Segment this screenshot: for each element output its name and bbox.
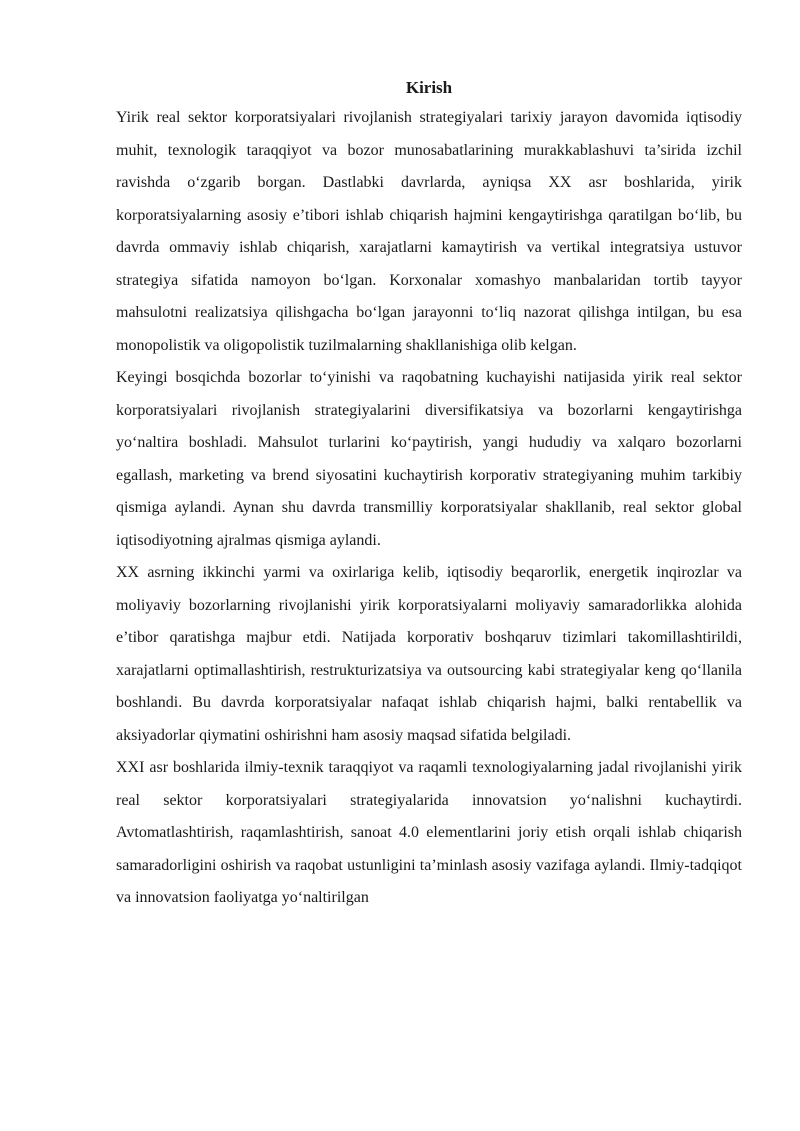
paragraph-1: Yirik real sektor korporatsiyalari rivojlanish strategiyalari tarixiy jarayon davomida iqtisodiy muhit, texnologik taraqqiyot va bozor munosabatlarining murakkablashuvi ta’sirida izchil ravishda o‘zgarib borgan. Dastlabki davrlarda, ayniqsa XX asr boshlarida, yirik korporatsiyalarning asosiy e’tibori ishlab chiqarish hajmini kengaytirishga qaratilgan bo‘lib, bu davrda ommaviy ishlab chiqarish, xarajatlarni kamaytirish va vertikal integratsiya ustuvor strategiya sifatida namoyon bo‘lgan. Korxonalar xomashyo manbalaridan tortib tayyor mahsulotni realizatsiya qilishgacha bo‘lgan jarayonni to‘liq nazorat qilishga intilgan, bu esa monopolistik va oligopolistik tuzilmalarning shakllanishiga olib kelgan.: [116, 109, 742, 354]
paragraph-2: Keyingi bosqichda bozorlar to‘yinishi va raqobatning kuchayishi natijasida yirik real sektor korporatsiyalari rivojlanish strategiyalarini diversifikatsiya va bozorlarni kengaytirishga yo‘naltira boshladi. Mahsulot turlarini ko‘paytirish, yangi hududiy va xalqaro bozorlarni egallash, marketing va brend siyosatini kuchaytirish korporativ strategiyaning muhim tarkibiy qismiga aylandi. Aynan shu davrda transmilliy korporatsiyalar shakllanib, real sektor global iqtisodiyotning ajralmas qismiga aylandi.: [116, 369, 742, 549]
page-title: Kirish: [405, 78, 453, 97]
paragraph-3: XX asrning ikkinchi yarmi va oxirlariga kelib, iqtisodiy beqarorlik, energetik inqirozlar va moliyaviy bozorlarning rivojlanishi yirik korporatsiyalarni moliyaviy samaradorlikka alohida e’tibor qaratishga majbur etdi. Natijada korporativ boshqaruv tizimlari takomillashtirildi, xarajatlarni optimallashtirish, restrukturizatsiya va outsourcing kabi strategiyalar keng qo‘llanila boshlandi. Bu davrda korporatsiyalar nafaqat ishlab chiqarish hajmi, balki rentabellik va aksiyadorlar qiymatini oshirishni ham asosiy maqsad sifatida belgiladi.: [116, 564, 742, 744]
paragraph-4: XXI asr boshlarida ilmiy-texnik taraqqiyot va raqamli texnologiyalarning jadal rivojlanishi yirik real sektor korporatsiyalari strategiyalarida innovatsion yo‘nalishni kuchaytirdi. Avtomatlashtirish, raqamlashtirish, sanoat 4.0 elementlarini joriy etish orqali ishlab chiqarish samaradorligini oshirish va raqobat ustunligini ta’minlash asosiy vazifaga aylandi. Ilmiy-tadqiqot va innovatsion faoliyatga yo‘naltirilgan: [116, 759, 742, 906]
document-body: [116, 76, 742, 915]
